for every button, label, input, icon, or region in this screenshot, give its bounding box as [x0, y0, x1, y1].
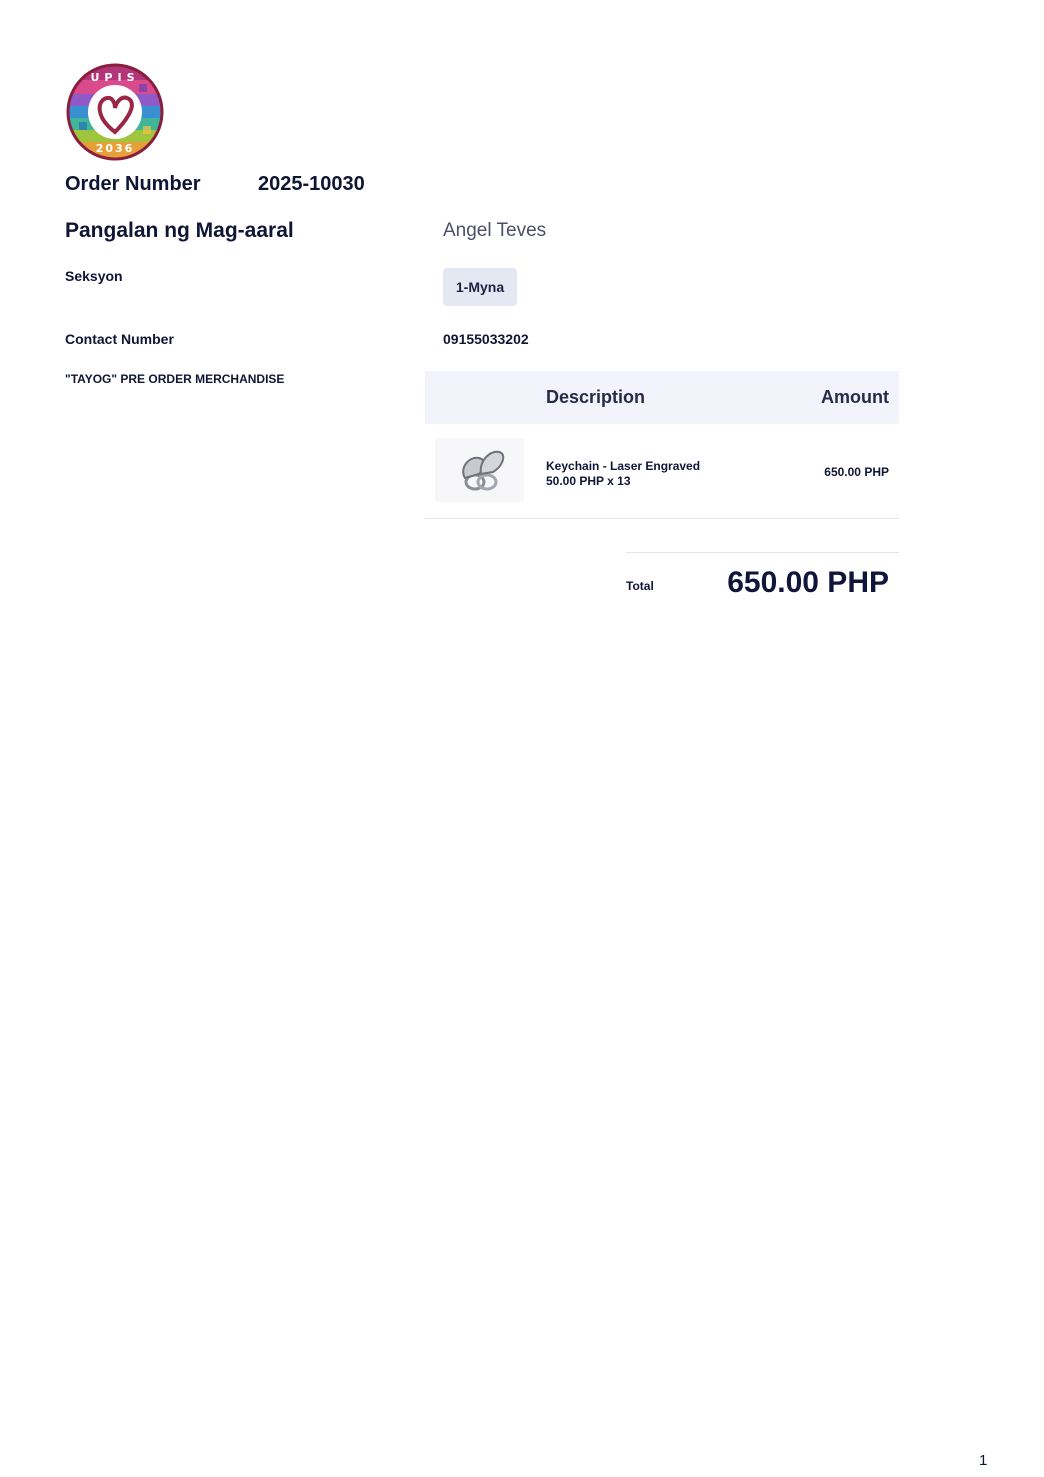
- order-number-value: 2025-10030: [258, 173, 365, 195]
- keychain-icon: [435, 438, 524, 502]
- contact-number-label: Contact Number: [65, 331, 174, 347]
- item-name: Keychain - Laser Engraved: [546, 459, 701, 473]
- table-row: [425, 424, 899, 519]
- total-value: 650.00 PHP: [727, 566, 889, 599]
- table-header: [425, 371, 899, 424]
- item-amount: 650.00 PHP: [824, 465, 889, 479]
- section-badge: 1-Myna: [443, 268, 517, 306]
- logo-top-text: UPIS: [90, 71, 140, 84]
- section-label: Seksyon: [65, 268, 123, 284]
- student-name-value: Angel Teves: [443, 220, 547, 241]
- order-number-label: Order Number: [65, 173, 201, 195]
- total-label: Total: [626, 579, 654, 593]
- amount-header: Amount: [821, 387, 889, 407]
- student-name-label: Pangalan ng Mag-aaral: [65, 219, 294, 242]
- contact-number-value: 09155033202: [443, 331, 529, 347]
- total-section: [626, 552, 899, 603]
- page-number: 1: [979, 1452, 988, 1469]
- order-items-table: [425, 371, 899, 519]
- description-header: Description: [546, 387, 646, 407]
- upis-2036-logo: [65, 62, 165, 162]
- item-quantity: 50.00 PHP x 13: [546, 474, 631, 488]
- merchandise-title: "TAYOG" PRE ORDER MERCHANDISE: [65, 372, 285, 386]
- logo-bottom-text: 2036: [95, 142, 135, 155]
